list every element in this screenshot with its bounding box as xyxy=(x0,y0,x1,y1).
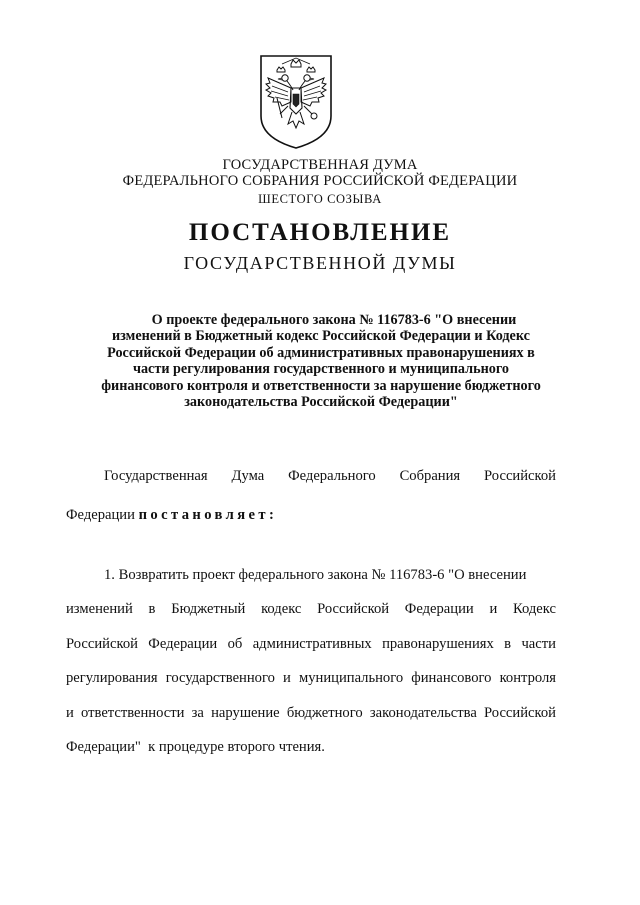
item1-word: и xyxy=(283,670,291,686)
item1-word: изменений xyxy=(66,601,133,617)
item1-word: ответственности xyxy=(81,705,185,721)
item1-line-2 xyxy=(66,600,556,618)
item1-word: Кодекс xyxy=(513,601,556,617)
item1-word: части xyxy=(521,636,556,652)
header-line-federal-assembly: ФЕДЕРАЛЬНОГО СОБРАНИЯ РОССИЙСКОЙ ФЕДЕРАЦИИ xyxy=(122,173,518,189)
item1-word: административных xyxy=(252,636,372,652)
item1-word: в xyxy=(148,601,156,617)
item1-word: контроля xyxy=(499,670,556,686)
header-line-convocation: ШЕСТОГО СОЗЫВА xyxy=(258,192,382,206)
preamble-federation: Федерации xyxy=(66,507,135,523)
item1-word: Российской xyxy=(484,705,556,721)
preamble-word: Государственная xyxy=(104,468,208,484)
subject-line: изменений в Бюджетный кодекс Российской Федерации и Кодекс xyxy=(112,328,530,345)
item1-line-4 xyxy=(66,669,556,687)
item1-word: и xyxy=(66,705,74,721)
item1-word: нарушение xyxy=(211,705,280,721)
item1-word: финансового xyxy=(411,670,492,686)
resolves-keyword: постановляет: xyxy=(138,507,278,523)
item1-word: и xyxy=(489,601,498,617)
item1-word: в xyxy=(504,636,512,652)
preamble-line-1 xyxy=(104,467,556,485)
item1-word: Российской xyxy=(317,601,390,617)
preamble-word: Дума xyxy=(231,468,265,484)
subject-line: части регулирования государственного и муниципального xyxy=(132,361,510,378)
item1-word: Федерации xyxy=(404,601,474,617)
item1-line-5 xyxy=(66,704,556,722)
document-subtitle: ГОСУДАРСТВЕННОЙ ДУМЫ xyxy=(183,253,457,273)
item1-word: законодательства xyxy=(369,705,477,721)
item1-word: правонарушениях xyxy=(382,636,494,652)
item1-word: Бюджетный xyxy=(171,601,246,617)
item1-word: Федерации xyxy=(148,636,218,652)
preamble-word: Федерального xyxy=(288,468,376,484)
item1-word: регулирования xyxy=(66,670,158,686)
preamble-line-2 xyxy=(66,506,277,524)
item1-word: бюджетного xyxy=(286,705,363,721)
subject-line: Российской Федерации об административных правонарушениях в xyxy=(107,344,535,361)
item1-line-6: Федерации" к процедуре второго чтения. xyxy=(66,739,325,755)
item1-word: муниципального xyxy=(298,670,404,686)
item1-word: государственного xyxy=(165,670,275,686)
subject-line: О проекте федерального закона № 116783-6 "О внесении xyxy=(151,312,517,328)
item1-word: за xyxy=(191,705,204,721)
preamble-word: Собрания xyxy=(399,468,461,484)
item1-word: кодекс xyxy=(261,601,302,617)
item1-line-3 xyxy=(66,635,556,653)
subject-line: финансового контроля и ответственности за нарушение бюджетного xyxy=(101,377,541,394)
item1-word: Российской xyxy=(66,636,138,652)
item1-line-1: 1. Возвратить проект федерального закона № 116783-6 "О внесении xyxy=(104,567,527,583)
header-line-duma: ГОСУДАРСТВЕННАЯ ДУМА xyxy=(222,157,418,173)
resolution-subject xyxy=(66,312,576,410)
item1-word: об xyxy=(227,636,243,652)
preamble-word: Российской xyxy=(484,468,556,484)
document-title: ПОСТАНОВЛЕНИЕ xyxy=(188,219,452,246)
subject-line: законодательства Российской Федерации" xyxy=(184,394,458,411)
russian-coat-of-arms-icon xyxy=(258,54,334,150)
